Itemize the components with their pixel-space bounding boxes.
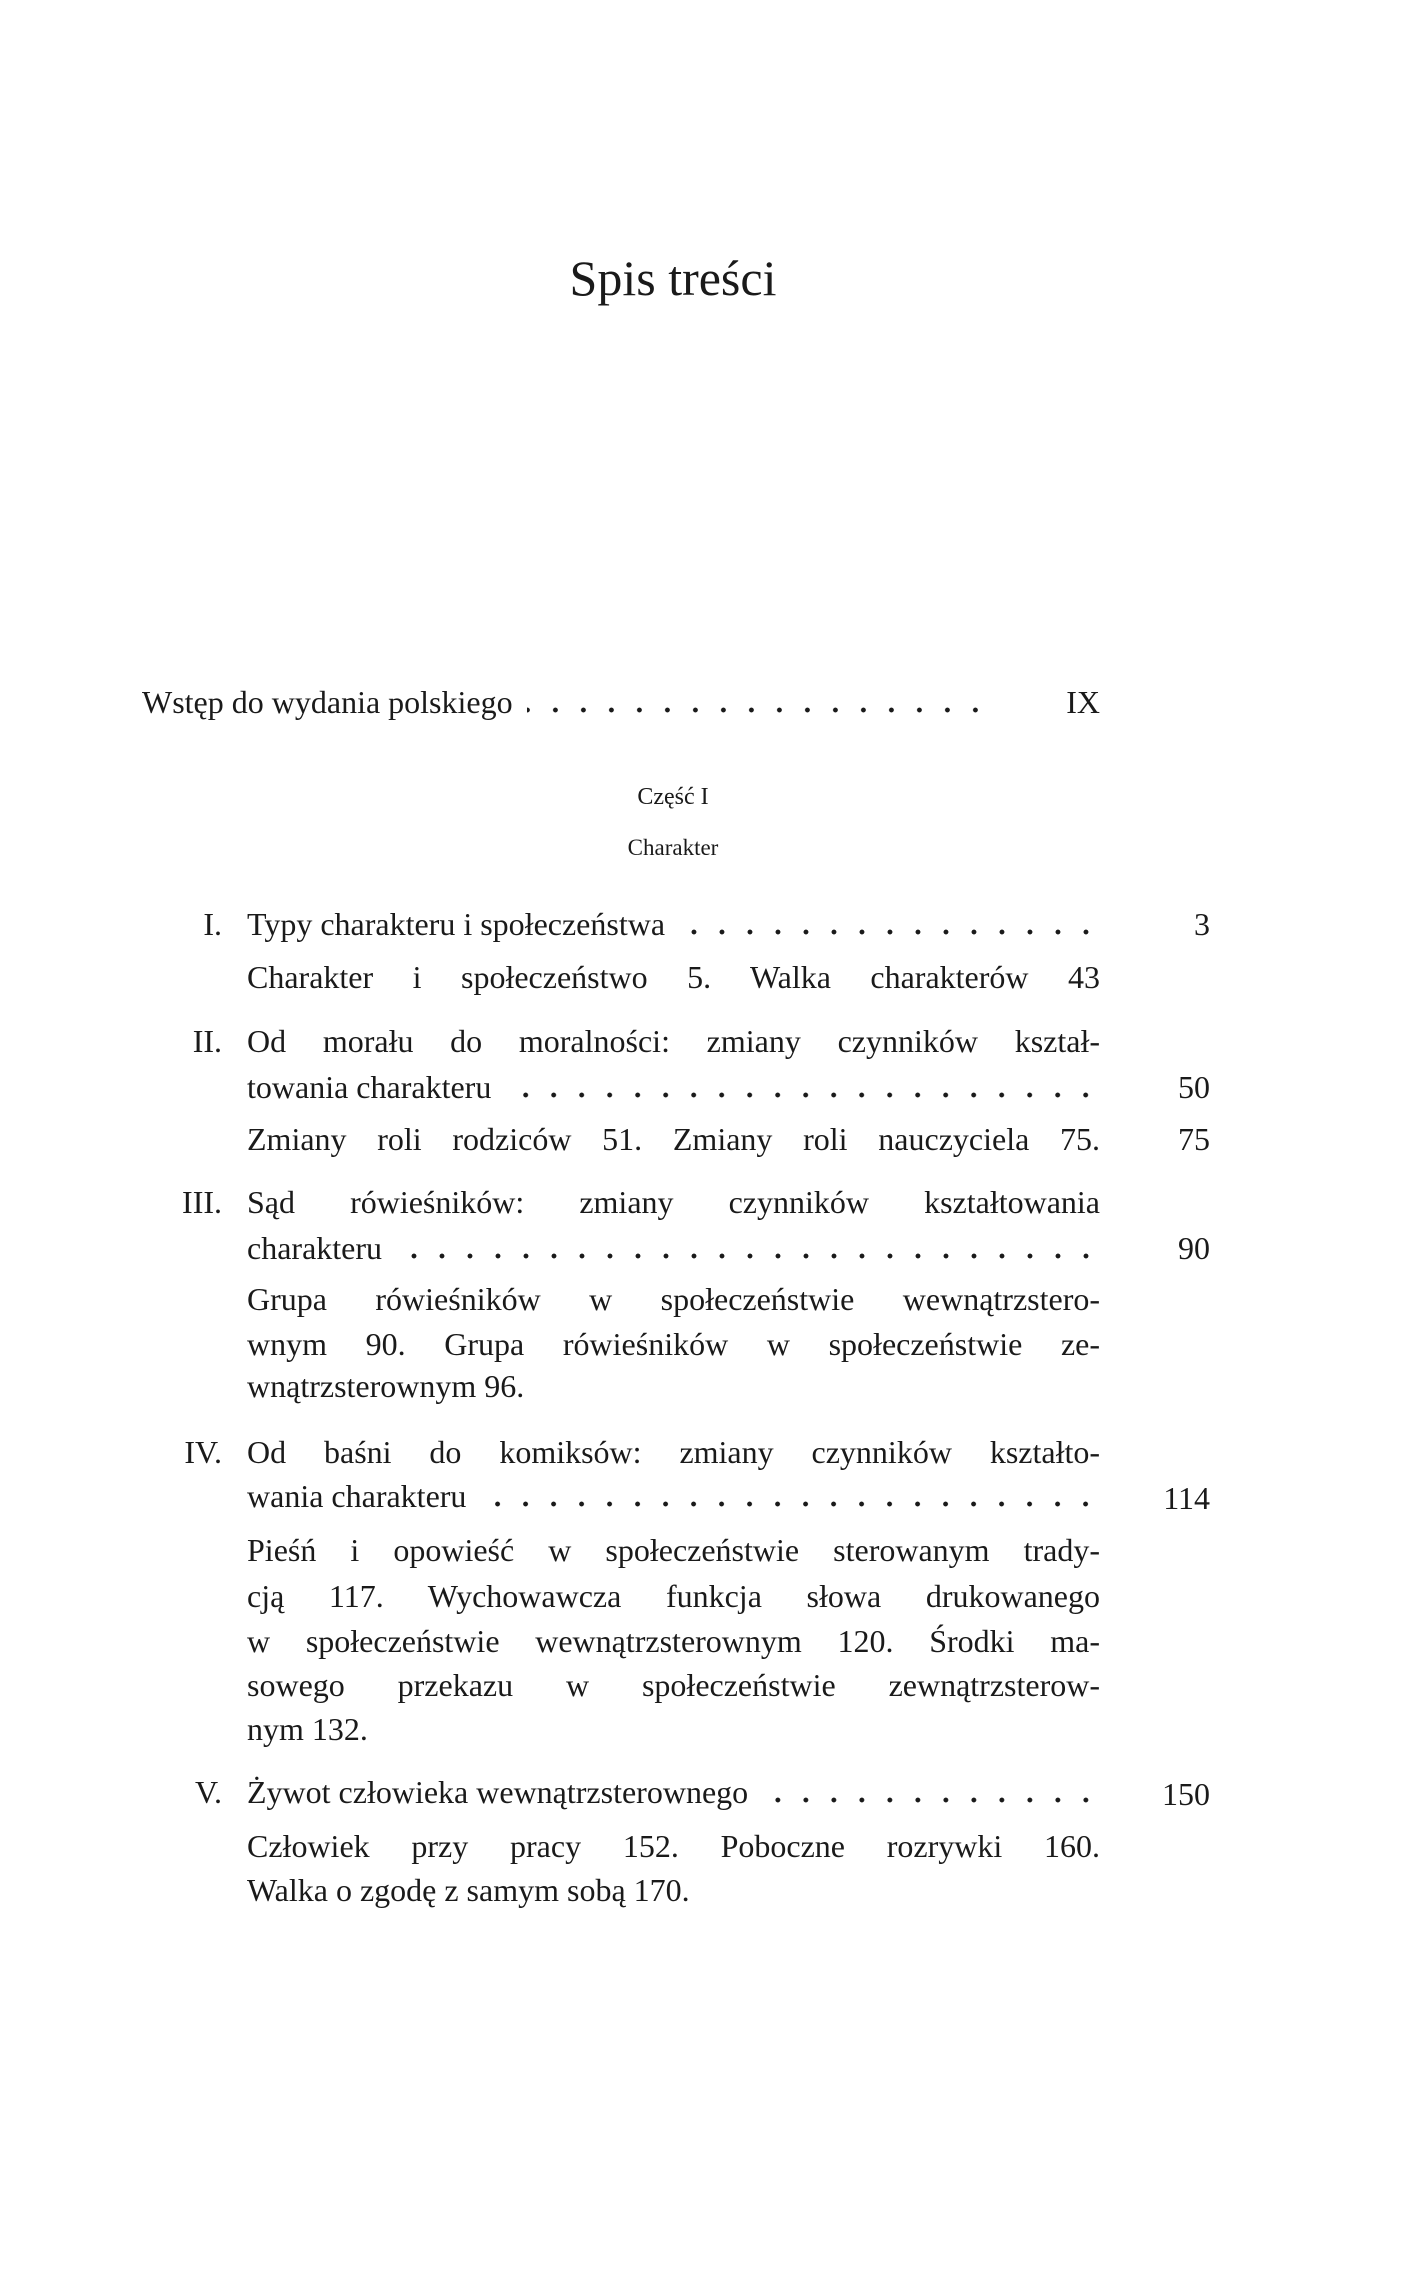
chapter-subsection-line: w społeczeństwie wewnątrzsterownym 120. Środki ma- bbox=[247, 1623, 1100, 1659]
chapter-subsection-line: wnątrzsterownym 96. bbox=[247, 1368, 525, 1404]
chapter-title: charakteru bbox=[247, 1230, 383, 1266]
part-label: Część I bbox=[637, 784, 709, 810]
toc-entry-intro[interactable] bbox=[142, 680, 1100, 724]
toc-entry-title: Wstęp do wydania polskiego bbox=[142, 684, 513, 720]
chapter-subsection-line: Człowiek przy pracy 152. Poboczne rozrywki 160. bbox=[247, 1828, 1100, 1864]
chapter-title-line: Od baśni do komiksów: zmiany czynników kształto- bbox=[247, 1434, 1100, 1470]
chapter-subsection-line: cją 117. Wychowawcza funkcja słowa drukowanego bbox=[247, 1578, 1100, 1614]
chapter-title-line: Od morału do moralności: zmiany czynników kształ- bbox=[247, 1023, 1100, 1059]
chapter-subsection-line: wnym 90. Grupa rówieśników w społeczeństwie ze- bbox=[247, 1326, 1100, 1362]
chapter-title: wania charakteru bbox=[247, 1478, 467, 1514]
chapter-number: III. bbox=[182, 1184, 222, 1220]
toc-page-number: 90 bbox=[1178, 1230, 1210, 1266]
chapter-title-line bbox=[247, 1474, 1100, 1518]
chapter-title-line bbox=[247, 1226, 1100, 1270]
chapter-title: towania charakteru bbox=[247, 1069, 492, 1105]
chapter-subsection-line: Pieśń i opowieść w społeczeństwie sterowanym trady- bbox=[247, 1532, 1100, 1568]
chapter-subsection-line: Walka o zgodę z samym sobą 170. bbox=[247, 1872, 690, 1908]
toc-page-number: 3 bbox=[1194, 906, 1210, 942]
dot-leader bbox=[505, 1092, 1100, 1098]
dot-leader bbox=[762, 1797, 1100, 1803]
part-subtitle: Charakter bbox=[627, 835, 719, 860]
chapter-subsection-line: Grupa rówieśników w społeczeństwie wewnątrzstero- bbox=[247, 1281, 1100, 1317]
chapter-title: Typy charakteru i społeczeństwa bbox=[247, 906, 666, 942]
chapter-subsection-line: nym 132. bbox=[247, 1711, 368, 1747]
chapter-subsection-line: Zmiany roli rodziców 51. Zmiany roli nauczyciela 75. bbox=[247, 1121, 1100, 1157]
chapter-subsection-line: sowego przekazu w społeczeństwie zewnątrzsterow- bbox=[247, 1667, 1100, 1703]
toc-page-number: 150 bbox=[1162, 1776, 1210, 1812]
toc-page-number: 50 bbox=[1178, 1069, 1210, 1105]
toc-page-number: 114 bbox=[1163, 1480, 1210, 1516]
chapter-number: II. bbox=[192, 1023, 222, 1059]
dot-leader bbox=[396, 1253, 1100, 1259]
chapter-number: IV. bbox=[184, 1434, 222, 1470]
chapter-title-line bbox=[247, 1770, 1100, 1814]
toc-subsection-page-number: 75 bbox=[1178, 1121, 1210, 1157]
toc-page-number: IX bbox=[1066, 684, 1100, 720]
chapter-title-line bbox=[247, 902, 1100, 946]
dot-leader bbox=[480, 1501, 1100, 1507]
chapter-title-line: Sąd rówieśników: zmiany czynników kształtowania bbox=[247, 1184, 1100, 1220]
chapter-number: V. bbox=[195, 1774, 222, 1810]
chapter-title: Żywot człowieka wewnątrzsterownego bbox=[247, 1774, 749, 1810]
page-title: Spis treści bbox=[569, 250, 777, 306]
dot-leader bbox=[679, 929, 1100, 935]
dot-leader bbox=[527, 707, 989, 713]
chapter-number: I. bbox=[203, 906, 222, 942]
chapter-title-line bbox=[247, 1065, 1100, 1109]
chapter-subsection-line: Charakter i społeczeństwo 5. Walka charakterów 43 bbox=[247, 959, 1100, 995]
